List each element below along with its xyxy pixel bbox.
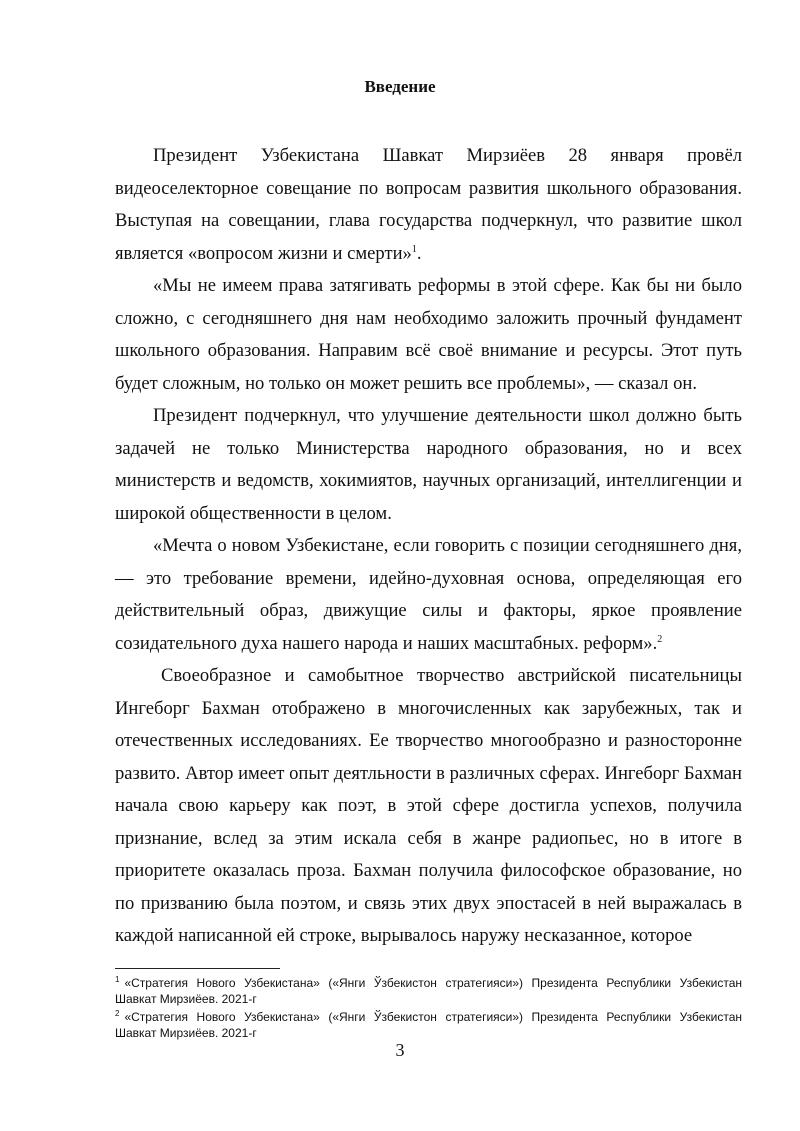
footnote <box>115 975 742 1007</box>
paragraph <box>115 660 742 953</box>
paragraph <box>115 270 742 400</box>
footnote-mark: 1 <box>115 975 120 984</box>
page-title: Введение <box>364 77 436 96</box>
paragraph-text: Президент подчеркнул, что улучшение деятельности школ должно быть задачей не только Министерства народного образования, но и всех министерств и ведомств, хокимиятов, научных организаций, интеллигенции и широкой общественности в целом. <box>115 405 742 524</box>
paragraph-text: «Мы не имеем права затягивать реформы в этой сфере. Как бы ни было сложно, с сегодняшнего дня нам необходимо заложить прочный фундамент школьного образования. Направим всё своё внимание и ресурсы. Этот путь будет сложным, но только он может решить все проблемы», — сказал он. <box>115 275 742 394</box>
footnote-text: «Стратегия Нового Узбекистана» («Янги Ўзбекистон стратегияси») Президента Республики Узбекистан Шавкат Мирзиёев. 2021-г <box>115 976 742 1006</box>
paragraph-text: «Мечта о новом Узбекистане, если говорить с позиции сегодняшнего дня, — это требование времени, идейно-духовная основа, определяющая его действительный образ, движущие силы и факторы, яркое проявление созидательного духа нашего народа и наших масштабных. реформ». <box>115 535 742 654</box>
body-text <box>115 140 742 953</box>
footnote-separator <box>115 968 280 969</box>
paragraph-text: Президент Узбекистана Шавкат Мирзиёев 28 января провёл видеоселекторное совещание по вопросам развития школьного образования. Выступая на совещании, глава государства подчеркнул, что развитие школ является «вопросом жизни и смерти» <box>115 145 742 264</box>
paragraph <box>115 400 742 530</box>
page-number: 3 <box>395 1040 405 1060</box>
footnote-mark: 2 <box>115 1009 120 1018</box>
footnote-reference[interactable]: 2 <box>657 633 663 645</box>
footnote-reference[interactable]: 1 <box>411 243 417 255</box>
footnote <box>115 1009 742 1041</box>
paragraph-tail: . <box>416 242 422 264</box>
paragraph <box>115 530 742 660</box>
footnotes <box>115 975 742 1043</box>
paragraph-text: Своеобразное и самобытное творчество австрийской писательницы Ингеборг Бахман отображено в многочисленных как зарубежных, так и отечественных исследованиях. Ее творчество многообразно и разносторонне развито. Автор имеет опыт деятльности в различных сферах. Ингеборг Бахман начала свою карьеру как поэт, в этой сфере достигла успехов, получила признание, вслед за этим искала себя в жанре радиопьес, но в итоге в приоритете оказалась проза. Бахман получила философское образование, но по призванию была поэтом, и связь этих двух эпостасей в ней выражалась в каждой написанной ей строке, вырывалось наружу несказанное, которое <box>115 665 742 946</box>
footnote-text: «Стратегия Нового Узбекистана» («Янги Ўзбекистон стратегияси») Президента Республики Узбекистан Шавкат Мирзиёев. 2021-г <box>115 1010 742 1040</box>
paragraph <box>115 140 742 270</box>
